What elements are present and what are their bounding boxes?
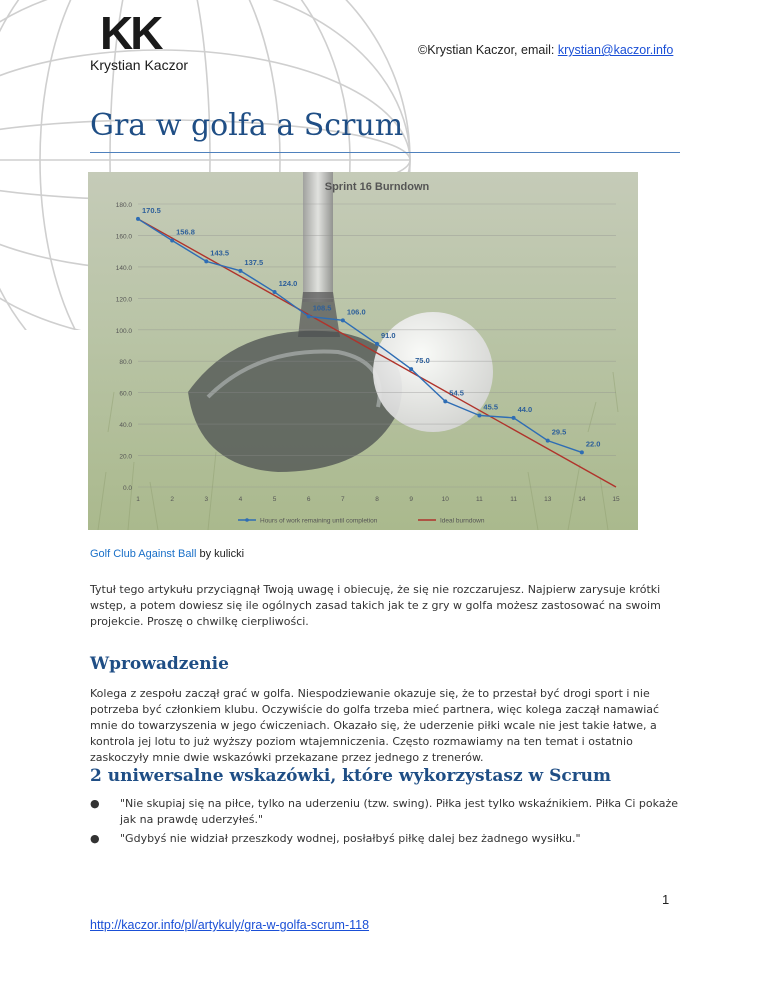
section-heading-intro: Wprowadzenie (90, 654, 229, 674)
data-point (409, 367, 413, 371)
caption-author: by kulicki (196, 548, 245, 560)
data-label: 75.0 (415, 356, 430, 366)
data-point (580, 450, 584, 454)
x-tick-label: 2 (170, 496, 174, 503)
y-tick-label: 160.0 (115, 233, 132, 241)
burndown-chart (88, 172, 638, 530)
data-point (477, 413, 481, 417)
data-label: 29.5 (551, 427, 567, 437)
bullet-icon: ● (90, 797, 100, 810)
data-label: 108.5 (312, 303, 332, 313)
data-point (238, 269, 242, 273)
intro-section-paragraph: Kolega z zespołu zaczął grać w golfa. Niespodziewanie okazuje się, że to przestał być drogi sport i nie potrzeba być członkiem klubu. Oczywiście do golfa trzeba mieć partnera, więc kolega zaczął namawiać mnie do towarzyszenia w jego ćwiczeniach. Okazało się, że uderzenie piłki wcale nie jest takie łatwe, a kontrola jej lotu to już wyższy poziom wtajemniczenia. Często rozmawiamy na ten temat i ostatnio zaskoczyły mnie dwie wskazówki przekazane przez jednego z trenerów. (90, 687, 660, 764)
legend-label-actual: Hours of work remaining until completion (260, 517, 378, 525)
section-heading-tips: 2 uniwersalne wskazówki, które wykorzystasz w Scrum (90, 766, 612, 786)
y-tick-label: 0.0 (122, 485, 132, 492)
data-label: 91.0 (381, 330, 396, 340)
x-tick-label: 13 (544, 496, 552, 503)
data-label: 170.5 (142, 205, 161, 215)
list-item (90, 831, 680, 847)
y-tick-label: 80.0 (119, 359, 132, 367)
chart-title: Sprint 16 Burndown (324, 181, 430, 193)
logo-mark: KK (100, 7, 161, 59)
footer-url-link[interactable]: http://kaczor.info/pl/artykuly/gra-w-golfa-scrum-118 (90, 918, 370, 932)
y-tick-label: 20.0 (119, 453, 132, 461)
logo-name: Krystian Kaczor (90, 57, 189, 73)
y-tick-label: 40.0 (119, 422, 132, 430)
x-tick-label: 15 (612, 496, 620, 503)
x-tick-label: 4 (238, 496, 243, 503)
x-tick-label: 5 (272, 496, 277, 503)
image-caption (90, 548, 244, 560)
data-label: 22.0 (585, 439, 601, 449)
tip-text: "Gdybyś nie widział przeszkody wodnej, posłałbyś piłkę dalej bez żadnego wysiłku." (120, 832, 581, 845)
data-point (307, 314, 311, 318)
y-tick-label: 60.0 (119, 390, 132, 398)
x-tick-label: 6 (306, 496, 311, 503)
data-label: 156.8 (176, 227, 195, 237)
title-underline (90, 152, 680, 153)
data-label: 44.0 (517, 404, 533, 414)
copyright-text: ©Krystian Kaczor, email: (418, 43, 558, 57)
tip-text: "Nie skupiaj się na piłce, tylko na uderzeniu (tzw. swing). Piłka jest tylko wskaźnikiem. Piłka Ci pokaże jak na prawdę uderzyłeś." (120, 797, 679, 826)
data-point (204, 259, 208, 263)
data-point (136, 217, 140, 221)
y-tick-label: 120.0 (115, 296, 132, 304)
data-label: 54.5 (449, 388, 464, 398)
data-label: 106.0 (346, 307, 366, 317)
y-tick-label: 140.0 (115, 264, 132, 272)
list-item (90, 796, 680, 828)
x-tick-label: 9 (409, 496, 413, 503)
data-point (170, 238, 174, 242)
x-tick-label: 1 (136, 496, 140, 503)
x-tick-label: 14 (578, 496, 586, 503)
x-tick-label: 8 (375, 496, 379, 503)
x-tick-label: 10 (441, 496, 449, 503)
bullet-icon: ● (90, 832, 100, 845)
data-point (512, 416, 516, 420)
data-label: 137.5 (244, 257, 264, 267)
page-number: 1 (662, 892, 670, 907)
data-label: 143.5 (210, 248, 230, 258)
legend-marker-actual (245, 518, 249, 522)
caption-link[interactable]: Golf Club Against Ball (90, 548, 197, 560)
data-point (341, 318, 345, 322)
data-point (443, 399, 447, 403)
data-point (273, 290, 277, 294)
data-point (375, 342, 379, 346)
intro-paragraph: Tytuł tego artykułu przyciągnął Twoją uwagę i obiecuję, że się nie rozczarujesz. Najpierw zarysuje krótki wstęp, a potem dowiesz się ile ogólnych zasad takich jak te z gry w golfa możesz zastosować na swoim projekcie. Proszę o chwilkę cierpliwości. (90, 583, 661, 628)
y-tick-label: 180.0 (115, 202, 132, 209)
tips-list (90, 796, 680, 850)
data-point (546, 439, 550, 443)
x-tick-label: 11 (476, 496, 483, 503)
y-tick-label: 100.0 (115, 327, 132, 335)
header-copyright (418, 43, 673, 57)
golf-chart-image (88, 172, 638, 530)
x-tick-label: 3 (204, 496, 209, 503)
data-label: 124.0 (278, 279, 298, 289)
email-link[interactable]: krystian@kaczor.info (557, 43, 674, 57)
legend-label-ideal: Ideal burndown (440, 517, 485, 525)
x-tick-label: 11 (510, 496, 517, 503)
page-title: Gra w golfa a Scrum (90, 108, 404, 143)
data-label: 45.5 (483, 402, 499, 412)
x-tick-label: 7 (341, 496, 345, 503)
